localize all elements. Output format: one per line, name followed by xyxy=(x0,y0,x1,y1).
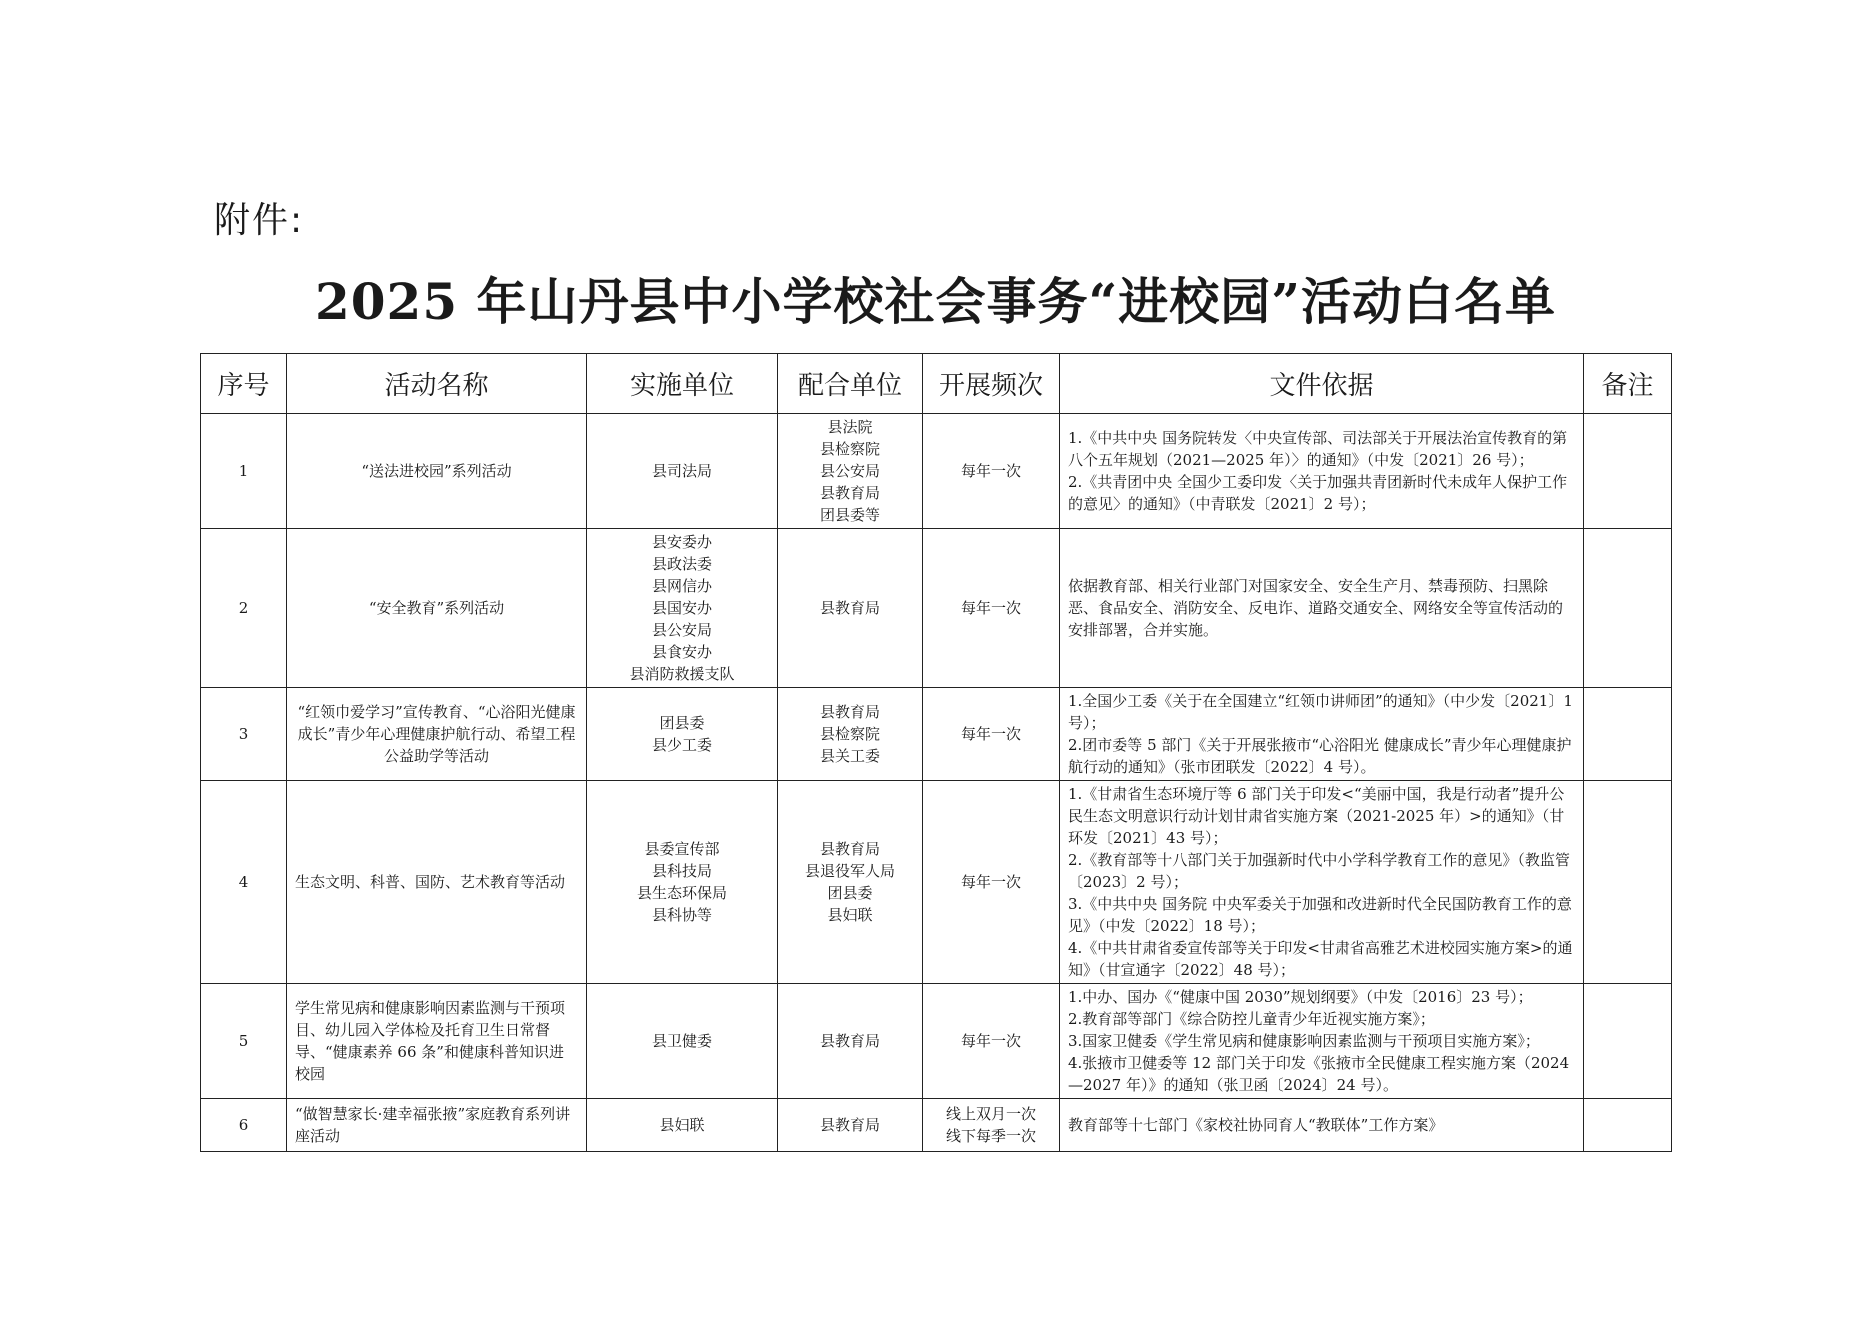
whitelist-table xyxy=(200,353,1672,1152)
row-seq: 4 xyxy=(201,781,287,984)
row-seq: 5 xyxy=(201,984,287,1099)
table-header-row xyxy=(201,354,1672,414)
table-row xyxy=(201,688,1672,781)
header-activity-name: 活动名称 xyxy=(287,354,587,414)
row-implementer: 团县委 县少工委 xyxy=(587,688,778,781)
row-activity-name: “安全教育”系列活动 xyxy=(287,529,587,688)
table-row xyxy=(201,529,1672,688)
header-implementer: 实施单位 xyxy=(587,354,778,414)
row-basis: 教育部等十七部门《家校社协同育人“教联体”工作方案》 xyxy=(1060,1099,1584,1152)
row-partners: 县法院 县检察院 县公安局 县教育局 团县委等 xyxy=(778,414,923,529)
header-remark: 备注 xyxy=(1584,354,1672,414)
header-seq: 序号 xyxy=(201,354,287,414)
row-remark xyxy=(1584,529,1672,688)
header-basis: 文件依据 xyxy=(1060,354,1584,414)
table-row xyxy=(201,781,1672,984)
row-partners: 县教育局 xyxy=(778,984,923,1099)
row-implementer: 县安委办 县政法委 县网信办 县国安办 县公安局 县食安办 县消防救援支队 xyxy=(587,529,778,688)
row-seq: 3 xyxy=(201,688,287,781)
row-frequency: 线上双月一次 线下每季一次 xyxy=(923,1099,1060,1152)
row-frequency: 每年一次 xyxy=(923,781,1060,984)
table-row xyxy=(201,414,1672,529)
row-basis: 依据教育部、相关行业部门对国家安全、安全生产月、禁毒预防、扫黑除恶、食品安全、消防安全、反电诈、道路交通安全、网络安全等宣传活动的安排部署，合并实施。 xyxy=(1060,529,1584,688)
table-row xyxy=(201,984,1672,1099)
document-title: 2025 年山丹县中小学校社会事务“进校园”活动白名单 xyxy=(314,272,1557,331)
row-basis: 1.中办、国办《“健康中国 2030”规划纲要》（中发〔2016〕23 号）； 2.教育部等部门《综合防控儿童青少年近视实施方案》； 3.国家卫健委《学生常见病和健康影响因素监测与干预项目实施方案》； 4.张掖市卫健委等 12 部门关于印发《张掖市全民健康工程实施方案（2024—2027 年）》的通知（张卫函〔2024〕24 号）。 xyxy=(1060,984,1584,1099)
row-seq: 2 xyxy=(201,529,287,688)
row-basis: 1.全国少工委《关于在全国建立“红领巾讲师团”的通知》（中少发〔2021〕1 号）； 2.团市委等 5 部门《关于开展张掖市“心浴阳光 健康成长”青少年心理健康护航行动的通知》（张市团联发〔2022〕4 号）。 xyxy=(1060,688,1584,781)
row-basis: 1.《甘肃省生态环境厅等 6 部门关于印发<“美丽中国，我是行动者”提升公民生态文明意识行动计划甘肃省实施方案（2021-2025 年）>的通知》（甘环发〔2021〕43 号）； 2.《教育部等十八部门关于加强新时代中小学科学教育工作的意见》（教监管〔2023〕2 号）； 3.《中共中央 国务院 中央军委关于加强和改进新时代全民国防教育工作的意见》（中发〔2022〕18 号）； 4.《中共甘肃省委宣传部等关于印发<甘肃省高雅艺术进校园实施方案>的通知》（甘宣通字〔2022〕48 号）； xyxy=(1060,781,1584,984)
row-partners: 县教育局 xyxy=(778,529,923,688)
row-activity-name: “做智慧家长·建幸福张掖”家庭教育系列讲座活动 xyxy=(287,1099,587,1152)
header-frequency: 开展频次 xyxy=(923,354,1060,414)
row-partners: 县教育局 县退役军人局 团县委 县妇联 xyxy=(778,781,923,984)
row-remark xyxy=(1584,781,1672,984)
row-implementer: 县委宣传部 县科技局 县生态环保局 县科协等 xyxy=(587,781,778,984)
row-seq: 6 xyxy=(201,1099,287,1152)
table-row xyxy=(201,1099,1672,1152)
row-frequency: 每年一次 xyxy=(923,688,1060,781)
row-activity-name: “送法进校园”系列活动 xyxy=(287,414,587,529)
row-seq: 1 xyxy=(201,414,287,529)
row-partners: 县教育局 xyxy=(778,1099,923,1152)
row-frequency: 每年一次 xyxy=(923,984,1060,1099)
row-activity-name: 生态文明、科普、国防、艺术教育等活动 xyxy=(287,781,587,984)
row-implementer: 县司法局 xyxy=(587,414,778,529)
row-partners: 县教育局 县检察院 县关工委 xyxy=(778,688,923,781)
row-remark xyxy=(1584,984,1672,1099)
row-implementer: 县妇联 xyxy=(587,1099,778,1152)
row-remark xyxy=(1584,1099,1672,1152)
row-activity-name: “红领巾爱学习”宣传教育、“心浴阳光健康成长”青少年心理健康护航行动、希望工程公益助学等活动 xyxy=(287,688,587,781)
row-activity-name: 学生常见病和健康影响因素监测与干预项目、幼儿园入学体检及托育卫生日常督导、“健康素养 66 条”和健康科普知识进校园 xyxy=(287,984,587,1099)
header-partners: 配合单位 xyxy=(778,354,923,414)
row-remark xyxy=(1584,688,1672,781)
row-implementer: 县卫健委 xyxy=(587,984,778,1099)
row-basis: 1.《中共中央 国务院转发〈中央宣传部、司法部关于开展法治宣传教育的第八个五年规划（2021—2025 年）〉的通知》（中发〔2021〕26 号）； 2.《共青团中央 全国少工委印发〈关于加强共青团新时代未成年人保护工作的意见〉的通知》（中青联发〔2021〕2 号）； xyxy=(1060,414,1584,529)
row-frequency: 每年一次 xyxy=(923,529,1060,688)
row-remark xyxy=(1584,414,1672,529)
row-frequency: 每年一次 xyxy=(923,414,1060,529)
attachment-label: 附件: xyxy=(214,200,305,241)
